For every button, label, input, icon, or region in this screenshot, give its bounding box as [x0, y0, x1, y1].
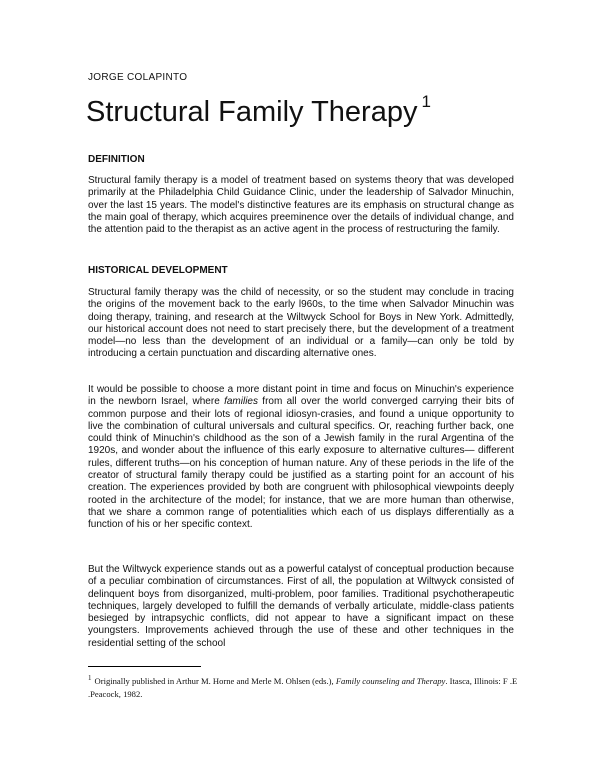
footnote-marker: 1 — [88, 674, 92, 682]
page-title — [86, 92, 431, 129]
title-text: Structural Family Therapy — [86, 96, 418, 128]
paragraph-history-2-rest: from all over the world converged carrying their bits of common purpose and their lots of regional idiosyn-crasies, and found a unique opportunity to live the combination of cultural universals and cultural specifics. Or, reaching further back, one could think of Minuchin's childhood as the son of a Jewish family in the rural Argentina of the 1920s, and wonder about the influence of this early exposure to alternative cultures— different rules, different truths—on his conception of human nature. Any of these periods in the life of the creator of structural family therapy could be justified as a starting point for an account of his creation. The experiences provided by both are congruent with philosophical viewpoints deeply rooted in the architecture of the model; for instance, that we are more human than otherwise, that we share a common range of potentialities which each of us displays differentially as a function of his or her specific context. — [88, 396, 514, 531]
heading-historical-development: HISTORICAL DEVELOPMENT — [88, 265, 228, 276]
paragraph-history-2 — [88, 384, 514, 532]
paragraph-history-3: But the Wiltwyck experience stands out as a powerful catalyst of conceptual production because of a peculiar combination of circumstances. First of all, the population at Wiltwyck consisted of delinquent boys from disorganized, multi-problem, poor families. Traditional psychotherapeutic techniques, largely developed to fulfill the demands of verbally articulate, middle-class patients besieged by intrapsychic conflicts, did not appear to have a significant impact on these youngsters. Improvements achieved through the use of these and other techniques in the residential setting of the school — [88, 564, 514, 649]
emphasis-families: families — [224, 396, 258, 408]
heading-definition: DEFINITION — [88, 154, 145, 165]
paragraph-history-2-start: It would be possible to choose a more distant point in time and focus on Minuchin's experience in the newborn Israel, where — [88, 384, 514, 408]
footnote — [88, 672, 520, 701]
footnote-text-end: . Itasca, Illinois: F .E .Peacock, 1982. — [88, 675, 518, 699]
footnote-text-start: Originally published in Arthur M. Horne and Merle M. Ohlsen (eds.), — [94, 675, 336, 686]
footnote-divider — [88, 666, 201, 667]
paragraph-definition: Structural family therapy is a model of treatment based on systems theory that was developed primarily at the Philadelphia Child Guidance Clinic, under the leadership of Salvador Minuchin, over the last 15 years. The model's distinctive features are its emphasis on structural change as the main goal of therapy, which acquires preeminence over the details of individual change, and the attention paid to the therapist as an active agent in the process of restructuring the family. — [88, 175, 514, 236]
footnote-book-title: Family counseling and Therapy — [335, 675, 446, 686]
author-name: JORGE COLAPINTO — [88, 72, 188, 83]
footnote-reference[interactable]: 1 — [421, 92, 431, 111]
paragraph-history-1: Structural family therapy was the child of necessity, or so the student may conclude in tracing the origins of the movement back to the early l960s, to the time when Salvador Minuchin was doing therapy, training, and research at the Wiltwyck School for Boys in New York. Admittedly, our historical account does not need to start precisely there, but the development of a treatment model—no less than the development of an individual or a family—can only be told by introducing a certain punctuation and discarding alternative ones. — [88, 287, 514, 360]
